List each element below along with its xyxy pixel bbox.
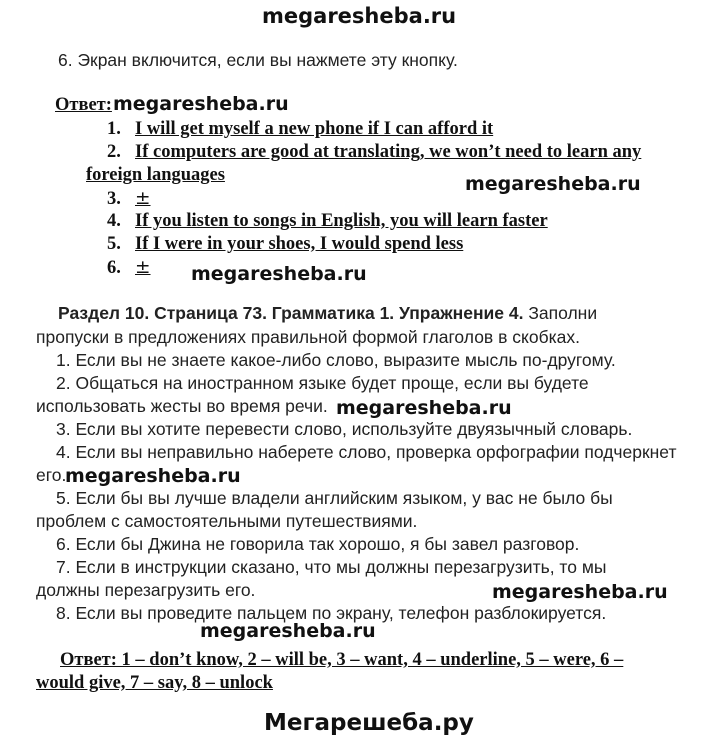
answer-item-number: 3. (107, 189, 121, 209)
sentence-5-continued: проблем с самостоятельными путешествиями. (36, 511, 418, 531)
answer-item-3 (107, 188, 151, 210)
answer-item-text: ± (135, 257, 151, 278)
sentence-6: 6. Если бы Джина не говорила так хорошо, я бы завел разговор. (56, 534, 580, 554)
watermark: megaresheba.ru (200, 620, 376, 642)
answer-item-text: If computers are good at translating, we won’t need to learn any (135, 142, 642, 162)
answer-item-text: If I were in your shoes, I would spend less (135, 234, 464, 254)
sentence-4: 4. Если вы неправильно наберете слово, проверка орфографии подчеркнет (56, 442, 677, 462)
answer-item-text: I will get myself a new phone if I can afford it (135, 119, 494, 139)
answer-item-4 (107, 211, 548, 232)
section-heading-rest: Заполни (523, 303, 598, 323)
sentence-4-continued: его. (36, 465, 67, 485)
sentence-7-continued: должны перезагрузить его. (36, 580, 256, 600)
sentence-2-continued: использовать жесты во время речи. (36, 396, 328, 416)
answer-item-1 (107, 119, 493, 140)
sentence-5: 5. Если бы вы лучше владели английским языком, у вас не было бы (56, 488, 613, 508)
answer-label: Ответ: (55, 95, 112, 115)
sentence-1: 1. Если вы не знаете какое-либо слово, выразите мысль по-другому. (56, 350, 616, 370)
watermark: megaresheba.ru (191, 263, 367, 285)
answer-item-number: 4. (107, 211, 121, 231)
watermark: megaresheba.ru (336, 397, 512, 419)
watermark: megaresheba.ru (113, 93, 289, 115)
answer-2-line-1: Ответ: 1 – don’t know, 2 – will be, 3 – want, 4 – underline, 5 – were, 6 – (60, 650, 624, 670)
sentence-3: 3. Если вы хотите перевести слово, используйте двуязычный словарь. (56, 419, 633, 439)
answer-item-number: 1. (107, 119, 121, 139)
answer-item-2 (107, 142, 641, 163)
sentence-7: 7. Если в инструкции сказано, что мы должны перезагрузить, то мы (56, 557, 607, 577)
task-6-text: 6. Экран включится, если вы нажмете эту кнопку. (58, 50, 458, 70)
answer-item-text: If you listen to songs in English, you will learn faster (135, 211, 548, 231)
watermark: megaresheba.ru (465, 173, 641, 195)
section-heading-bold: Раздел 10. Страница 73. Грамматика 1. Упражнение 4. (58, 303, 524, 323)
footer-title: Мегарешеба.ру (264, 710, 474, 736)
answer-item-text: ± (135, 188, 151, 209)
answer-item-number: 5. (107, 234, 121, 254)
answer-item-6 (107, 257, 151, 279)
answer-item-2-continued: foreign languages (86, 165, 225, 185)
sentence-8: 8. Если вы проведите пальцем по экрану, телефон разблокируется. (56, 603, 607, 623)
watermark: megaresheba.ru (65, 465, 241, 487)
answer-item-number: 6. (107, 258, 121, 278)
header-watermark: megaresheba.ru (262, 4, 457, 28)
section-heading (58, 303, 597, 324)
section-heading-line-2: пропуски в предложениях правильной формой глаголов в скобках. (36, 327, 580, 347)
answer-item-number: 2. (107, 142, 121, 162)
sentence-2: 2. Общаться на иностранном языке будет проще, если вы будете (56, 373, 589, 393)
answer-item-5 (107, 234, 463, 255)
answer-2-line-2: would give, 7 – say, 8 – unlock (36, 673, 273, 693)
watermark: megaresheba.ru (492, 581, 668, 603)
